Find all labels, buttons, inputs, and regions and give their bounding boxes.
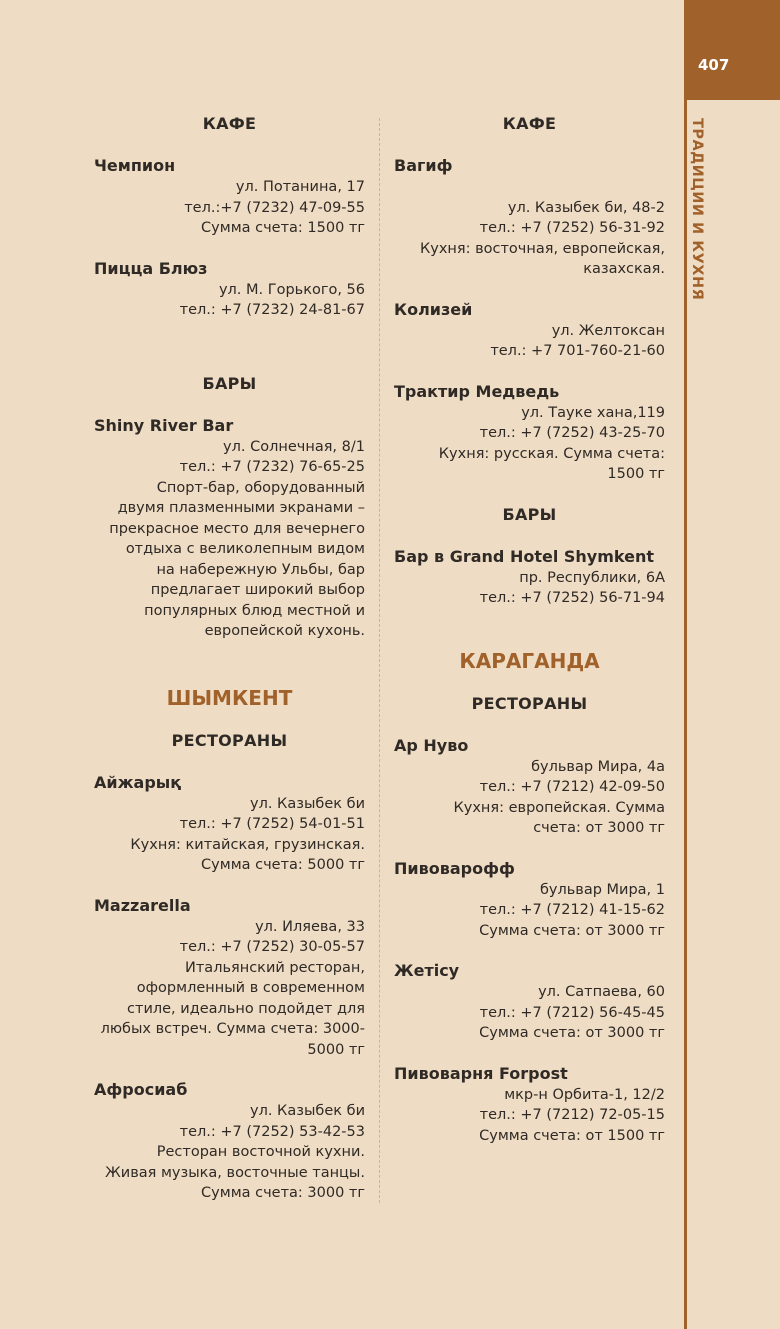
- listing-phone: тел.: +7 (7232) 24-81-67: [179, 302, 365, 318]
- listing-address: мкр-н Орбита-1, 12/2: [504, 1086, 665, 1103]
- listing-address: пр. Республики, 6А: [519, 569, 665, 586]
- listing-name: Shiny River Bar: [94, 415, 234, 435]
- listing-phone: тел.: +7 (7212) 72-05-15: [479, 1107, 665, 1123]
- listing-phone: тел.: +7 (7212) 42-09-50: [479, 779, 665, 795]
- listing-address: ул. Желтоксан: [551, 322, 665, 339]
- listing-name: Жетісу: [394, 961, 460, 980]
- listing-entry: [94, 258, 365, 321]
- city-heading-karaganda: КАРАГАНДА: [459, 648, 600, 673]
- listing-detail: Кухня: русская. Сумма счета:: [438, 445, 665, 462]
- listing-detail: на набережную Ульбы, бар: [156, 561, 365, 578]
- listing-name: Пицца Блюз: [94, 258, 208, 278]
- listing-address: ул. Потанина, 17: [235, 179, 365, 195]
- listing-detail: Сумма счета: от 1500 тг: [479, 1127, 665, 1144]
- listing-address: ул. Солнечная, 8/1: [223, 438, 365, 455]
- listing-detail: отдыха с великолепным видом: [125, 541, 365, 557]
- listing-name: Чемпион: [94, 156, 176, 175]
- listing-name: Трактир Медведь: [394, 381, 560, 401]
- listing-phone: тел.: +7 (7252) 43-25-70: [479, 425, 665, 441]
- section-heading-bars: БАРЫ: [502, 504, 557, 524]
- right-column: [394, 114, 665, 1146]
- listing-phone: тел.: +7 (7252) 53-42-53: [179, 1123, 365, 1140]
- chapter-title: ТРАДИЦИИ И КУХНЯ: [689, 118, 705, 301]
- listing-detail: Живая музыка, восточные танцы.: [105, 1164, 365, 1181]
- listing-address: ул. Казыбек би: [249, 795, 365, 812]
- listing-phone: тел.: +7 (7212) 41-15-62: [479, 902, 665, 918]
- listing-entry: [94, 415, 365, 642]
- listing-name: Бар в Grand Hotel Shymkent: [394, 546, 654, 566]
- listing-entry: [394, 960, 665, 1044]
- sidebar-rule: [684, 0, 687, 1329]
- listing-entry: [394, 735, 665, 839]
- listing-phone: тел.: +7 (7212) 56-45-45: [479, 1004, 665, 1021]
- listing-detail: Сумма счета: от 3000 тг: [479, 1025, 665, 1041]
- city-heading-shymkent: ШЫМКЕНТ: [166, 685, 293, 710]
- section-heading-restaurants: РЕСТОРАНЫ: [471, 693, 588, 713]
- listing-name: Mazzarella: [94, 895, 191, 915]
- listing-address: ул. Казыбек би, 48-2: [507, 199, 665, 216]
- listing-phone: тел.: +7 701-760-21-60: [490, 343, 665, 359]
- section-heading-bars: БАРЫ: [202, 373, 257, 393]
- listing-detail: предлагает широкий выбор: [150, 582, 365, 598]
- listing-detail: Сумма счета: 3000 тг: [201, 1185, 365, 1201]
- listing-phone: тел.: +7 (7252) 56-71-94: [479, 590, 665, 606]
- listing-entry: [394, 1063, 665, 1147]
- listing-spacer: [394, 177, 665, 198]
- listing-entry: [394, 858, 665, 942]
- listing-name: Афросиаб: [94, 1080, 188, 1099]
- listing-name: Пивоварня Forpost: [394, 1063, 568, 1083]
- section-heading-restaurants: РЕСТОРАНЫ: [171, 730, 288, 750]
- listing-address: ул. Тауке хана,119: [521, 404, 665, 421]
- page-number-tab: [684, 0, 780, 100]
- listing-detail: оформленный в современном: [136, 980, 365, 996]
- listing-detail: Спорт-бар, оборудованный: [156, 479, 365, 496]
- listing-detail: 5000 тг: [307, 1041, 365, 1058]
- listing-phone: тел.: +7 (7252) 56-31-92: [479, 220, 665, 236]
- listing-name: Ар Нуво: [394, 735, 469, 755]
- listing-detail: Сумма счета: 5000 тг: [201, 857, 365, 873]
- listing-name: Колизей: [394, 299, 473, 319]
- listing-phone: тел.:+7 (7232) 47-09-55: [184, 199, 365, 216]
- listing-detail: популярных блюд местной и: [144, 602, 365, 619]
- listing-entry: [94, 155, 365, 239]
- listing-detail: любых встреч. Сумма счета: 3000-: [100, 1021, 365, 1037]
- listing-entry: [394, 299, 665, 362]
- listing-address: ул. Казыбек би: [249, 1103, 365, 1119]
- listing-detail: счета: от 3000 тг: [533, 820, 665, 836]
- listing-address: ул. М. Горького, 56: [218, 281, 365, 298]
- section-heading-cafe: КАФЕ: [502, 114, 557, 133]
- listing-address: ул. Иляева, 33: [255, 918, 365, 935]
- listing-detail: Кухня: европейская. Сумма: [453, 799, 665, 816]
- listing-detail: Кухня: восточная, европейская,: [419, 240, 665, 257]
- listing-detail: 1500 тг: [607, 466, 665, 482]
- section-heading-cafe: КАФЕ: [202, 114, 257, 133]
- left-column: [94, 114, 365, 1204]
- listing-detail: Итальянский ресторан,: [185, 959, 365, 976]
- listing-detail: Ресторан восточной кухни.: [156, 1144, 365, 1160]
- listing-address: бульвар Мира, 4а: [531, 758, 665, 775]
- listing-detail: двумя плазменными экранами –: [117, 500, 365, 516]
- listing-detail: казахская.: [583, 261, 665, 277]
- listing-detail: Кухня: китайская, грузинская.: [130, 836, 365, 853]
- listing-detail: Сумма счета: от 3000 тг: [479, 922, 665, 939]
- column-divider: [379, 118, 380, 1203]
- page-number: 407: [698, 56, 730, 74]
- listing-entry: [94, 772, 365, 876]
- listing-entry: [94, 1079, 365, 1204]
- listing-phone: тел.: +7 (7252) 54-01-51: [179, 816, 365, 832]
- listing-entry: [94, 895, 365, 1061]
- listing-entry: [394, 381, 665, 485]
- listing-name: Пивоварофф: [394, 858, 515, 878]
- listing-detail: европейской кухонь.: [204, 623, 365, 639]
- listing-address: бульвар Мира, 1: [539, 881, 665, 898]
- listing-phone: тел.: +7 (7252) 30-05-57: [179, 939, 365, 955]
- listing-detail: прекрасное место для вечернего: [109, 520, 365, 537]
- listing-phone: тел.: +7 (7232) 76-65-25: [179, 459, 365, 475]
- listing-entry: [394, 546, 665, 609]
- listing-detail: стиле, идеально подойдет для: [127, 1000, 365, 1017]
- listing-name: Вагиф: [394, 156, 453, 175]
- listing-address: ул. Сатпаева, 60: [538, 984, 665, 1000]
- listing-name: Айжарық: [94, 772, 182, 792]
- listing-entry: [394, 155, 665, 280]
- listing-detail: Сумма счета: 1500 тг: [201, 220, 365, 236]
